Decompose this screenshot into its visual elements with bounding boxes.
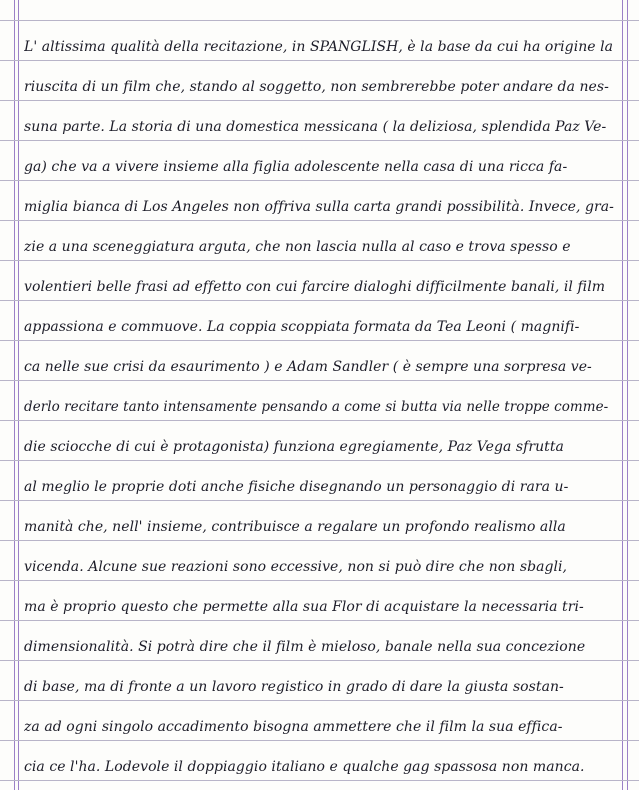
text-line: L' altissima qualità della recitazione, in SPANGLISH, è la base da cui ha origine la (24, 39, 614, 55)
text-line: dimensionalità. Si potrà dire che il film è mieloso, banale nella sua concezione (24, 639, 586, 655)
text-line: die sciocche di cui è protagonista) funziona egregiamente, Paz Vega sfrutta (24, 439, 564, 455)
text-line: manità che, nell' insieme, contribuisce a regalare un profondo realismo alla (24, 519, 566, 535)
text-line: suna parte. La storia di una domestica messicana ( la deliziosa, splendida Paz Ve- (24, 119, 607, 135)
text-line: volentieri belle frasi ad effetto con cui farcire dialoghi difficilmente banali, il film (24, 279, 606, 295)
text-line: appassiona e commuove. La coppia scoppiata formata da Tea Leoni ( magnifi- (24, 319, 580, 335)
ruled-line (0, 20, 639, 21)
text-line: di base, ma di fronte a un lavoro registico in grado di dare la giusta sostan- (24, 679, 564, 695)
text-line: ga) che va a vivere insieme alla figlia adolescente nella casa di una ricca fa- (24, 159, 568, 175)
text-line: cia ce l'ha. Lodevole il doppiaggio italiano e qualche gag spassosa non manca. (24, 759, 585, 775)
text-line: ma è proprio questo che permette alla sua Flor di acquistare la necessaria tri- (24, 599, 584, 615)
text-line: riuscita di un film che, stando al soggetto, non sembrerebbe poter andare da nes- (24, 79, 609, 95)
text-line: za ad ogni singolo accadimento bisogna ammettere che il film la sua effica- (24, 719, 563, 735)
text-line: zie a una sceneggiatura arguta, che non lascia nulla al caso e trova spesso e (24, 239, 571, 255)
text-line: al meglio le proprie doti anche fisiche disegnando un personaggio di rara u- (24, 479, 569, 495)
text-line: vicenda. Alcune sue reazioni sono eccessive, non si può dire che non sbagli, (24, 559, 568, 575)
text-line: ca nelle sue crisi da esaurimento ) e Adam Sandler ( è sempre una sorpresa ve- (24, 359, 592, 375)
text-line: derlo recitare tanto intensamente pensando a come si butta via nelle troppe comme- (24, 399, 609, 415)
text-line: miglia bianca di Los Angeles non offriva sulla carta grandi possibilità. Invece, gra- (24, 199, 614, 215)
